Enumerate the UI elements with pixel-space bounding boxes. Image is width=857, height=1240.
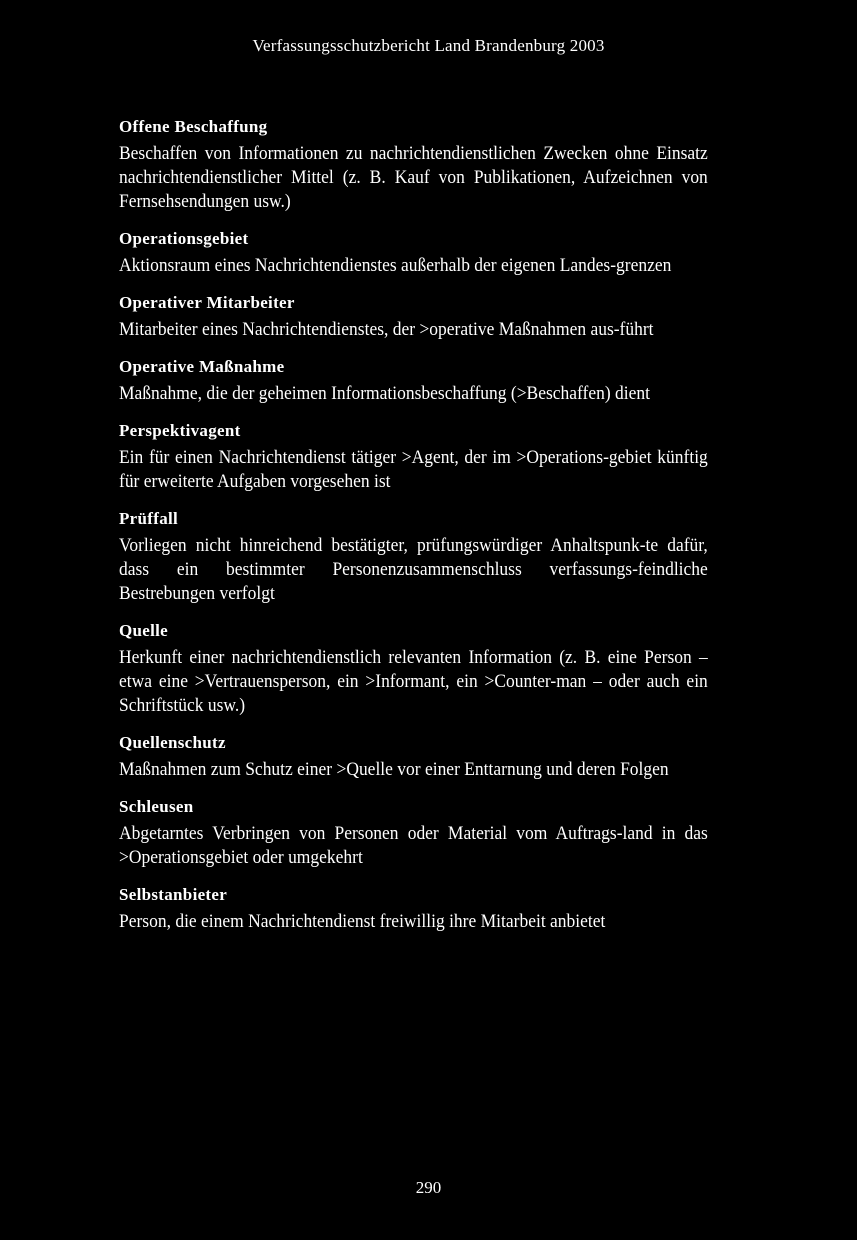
glossary-definition: Maßnahme, die der geheimen Informationsbeschaffung (>Beschaffen) dient — [119, 383, 650, 404]
glossary-entry-operativer-mitarbeiter — [119, 292, 709, 342]
glossary-definition: Vorliegen nicht hinreichend bestätigter, prüfungswürdiger Anhaltspunk-te dafür, dass ein bestimmter Personenzusammenschluss verfassungs-feindliche Bestrebungen verfolgt — [119, 535, 708, 604]
glossary-definition: Maßnahmen zum Schutz einer >Quelle vor einer Enttarnung und deren Folgen — [119, 759, 669, 780]
glossary-definition: Mitarbeiter eines Nachrichtendienstes, der >operative Maßnahmen aus-führt — [119, 319, 654, 340]
glossary-entry-selbstanbieter — [119, 884, 709, 934]
glossary-list — [119, 116, 709, 948]
glossary-term: Operationsgebiet — [119, 229, 249, 248]
page-number: 290 — [415, 1178, 442, 1197]
glossary-entry-offene-beschaffung — [119, 116, 709, 214]
glossary-term: Quelle — [119, 621, 169, 640]
glossary-term: Schleusen — [119, 797, 194, 816]
glossary-entry-prueffall — [119, 508, 709, 606]
glossary-definition: Abgetarntes Verbringen von Personen oder Material vom Auftrags-land in das >Operationsgebiet oder umgekehrt — [119, 823, 708, 868]
glossary-definition: Person, die einem Nachrichtendienst freiwillig ihre Mitarbeit anbietet — [119, 911, 606, 932]
glossary-term: Perspektivagent — [119, 421, 241, 440]
glossary-term: Operativer Mitarbeiter — [119, 293, 295, 312]
glossary-entry-quelle — [119, 620, 709, 718]
glossary-definition: Ein für einen Nachrichtendienst tätiger >Agent, der im >Operations-gebiet künftig für erweiterte Aufgaben vorgesehen ist — [119, 447, 708, 492]
glossary-definition: Herkunft einer nachrichtendienstlich relevanten Information (z. B. eine Person – etwa eine >Vertrauensperson, ein >Informant, ein >Counter-man – oder auch ein Schriftstück usw.) — [119, 647, 708, 716]
running-header: Verfassungsschutzbericht Land Brandenburg 2003 — [252, 36, 605, 55]
glossary-entry-operationsgebiet — [119, 228, 709, 278]
glossary-entry-perspektivagent — [119, 420, 709, 494]
glossary-definition: Aktionsraum eines Nachrichtendienstes außerhalb der eigenen Landes-grenzen — [119, 255, 672, 276]
glossary-entry-operative-massnahme — [119, 356, 709, 406]
glossary-term: Operative Maßnahme — [119, 357, 285, 376]
glossary-term: Quellenschutz — [119, 733, 226, 752]
glossary-term: Prüffall — [119, 509, 179, 528]
glossary-definition: Beschaffen von Informationen zu nachrichtendienstlichen Zwecken ohne Einsatz nachrichtendienstlicher Mittel (z. B. Kauf von Publikationen, Aufzeichnen von Fernsehsendungen usw.) — [119, 143, 708, 212]
glossary-entry-schleusen — [119, 796, 709, 870]
glossary-entry-quellenschutz — [119, 732, 709, 782]
glossary-term: Offene Beschaffung — [119, 117, 268, 136]
glossary-term: Selbstanbieter — [119, 885, 228, 904]
